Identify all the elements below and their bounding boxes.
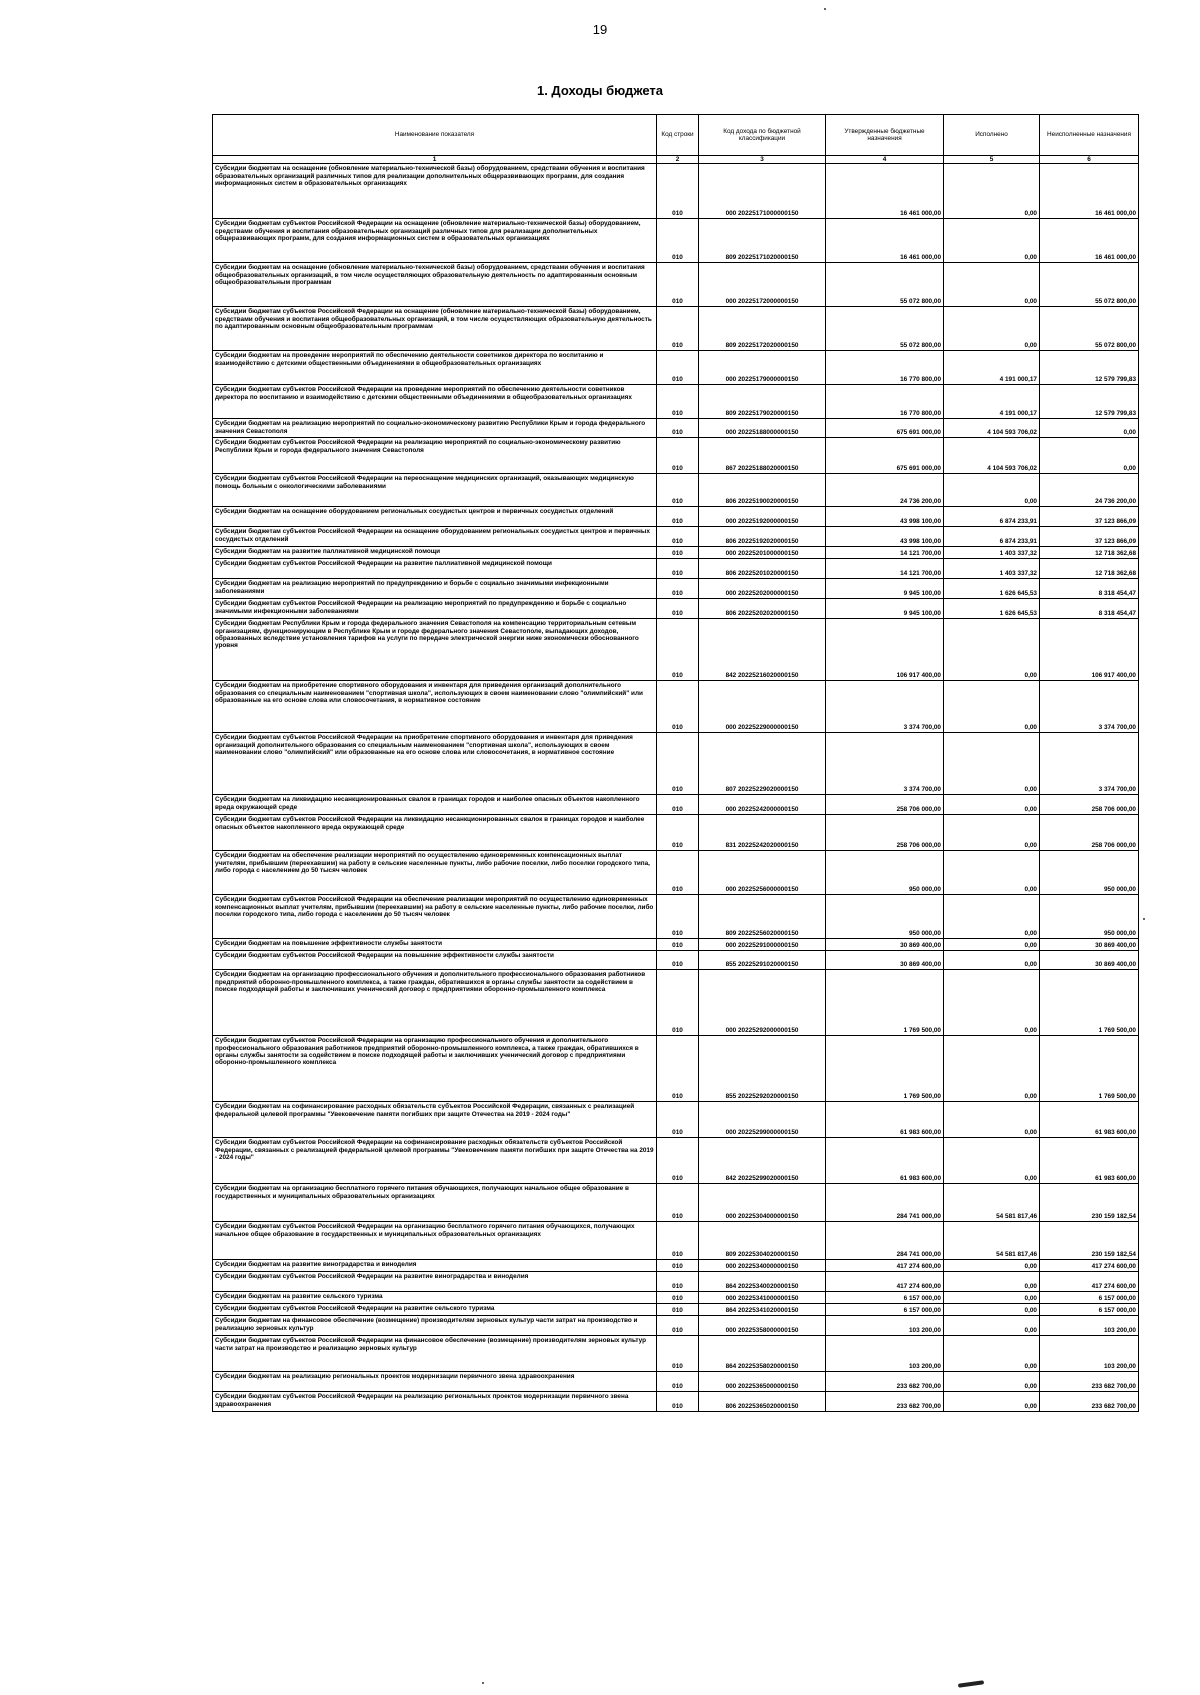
row-unexecuted: 55 072 800,00 <box>1040 307 1139 351</box>
row-income-code: 806 20225190020000150 <box>699 474 826 507</box>
table-row <box>213 1292 1139 1304</box>
table-row <box>213 970 1139 1036</box>
table-row <box>213 1138 1139 1184</box>
row-unexecuted: 6 157 000,00 <box>1040 1304 1139 1316</box>
row-line-code: 010 <box>657 795 699 815</box>
row-approved: 9 945 100,00 <box>826 599 944 619</box>
index-cell: 3 <box>699 156 826 164</box>
row-income-code: 855 20225292020000150 <box>699 1036 826 1102</box>
row-income-code: 864 20225340020000150 <box>699 1272 826 1292</box>
row-unexecuted: 12 718 362,68 <box>1040 547 1139 559</box>
row-executed: 0,00 <box>944 851 1040 895</box>
row-name: Субсидии бюджетам субъектов Российской Федерации на софинансирование расходных обязательств субъектов Российской Федерации, связанных с реализацией федеральной целевой программы "Увековечение памяти погибших при защите Отечества на 2019 - 2024 годы" <box>213 1138 657 1184</box>
row-name: Субсидии бюджетам субъектов Российской Федерации на развитие сельского туризма <box>213 1304 657 1316</box>
table-row <box>213 474 1139 507</box>
header-line-code: Код строки <box>657 115 699 156</box>
row-approved: 9 945 100,00 <box>826 579 944 599</box>
row-income-code: 842 20225216020000150 <box>699 619 826 681</box>
page-number: 19 <box>592 22 608 37</box>
row-name: Субсидии бюджетам на ликвидацию несанкционированных свалок в границах городов и наиболее опасных объектов накопленного вреда окружающей среде <box>213 795 657 815</box>
row-executed: 0,00 <box>944 1304 1040 1316</box>
row-approved: 30 869 400,00 <box>826 951 944 970</box>
row-unexecuted: 1 769 500,00 <box>1040 1036 1139 1102</box>
row-executed: 0,00 <box>944 219 1040 263</box>
row-income-code: 809 20225171020000150 <box>699 219 826 263</box>
row-income-code: 842 20225299020000150 <box>699 1138 826 1184</box>
table-header-row <box>213 115 1139 156</box>
row-executed: 0,00 <box>944 1260 1040 1272</box>
table-row <box>213 1304 1139 1316</box>
row-approved: 1 769 500,00 <box>826 970 944 1036</box>
row-name: Субсидии бюджетам субъектов Российской Федерации на оснащение (обновление материально-технической базы) оборудованием, средствами обучения и воспитания образовательных организаций различных типов для реализации дополнительных общеразвивающих программ, для создания информационных систем в образовательных организациях <box>213 219 657 263</box>
row-approved: 16 461 000,00 <box>826 219 944 263</box>
row-unexecuted: 12 579 799,83 <box>1040 351 1139 385</box>
row-executed: 4 191 000,17 <box>944 351 1040 385</box>
row-income-code: 000 20225172000000150 <box>699 263 826 307</box>
table-row <box>213 351 1139 385</box>
row-line-code: 010 <box>657 815 699 851</box>
table-row <box>213 1336 1139 1372</box>
row-unexecuted: 3 374 700,00 <box>1040 681 1139 733</box>
row-name: Субсидии бюджетам на развитие сельского туризма <box>213 1292 657 1304</box>
table-row <box>213 307 1139 351</box>
row-executed: 0,00 <box>944 1392 1040 1412</box>
row-unexecuted: 8 318 454,47 <box>1040 579 1139 599</box>
table-row <box>213 1272 1139 1292</box>
row-approved: 675 691 000,00 <box>826 438 944 474</box>
row-approved: 233 682 700,00 <box>826 1392 944 1412</box>
scan-dot <box>482 1682 484 1684</box>
row-approved: 6 157 000,00 <box>826 1292 944 1304</box>
row-unexecuted: 37 123 866,09 <box>1040 507 1139 527</box>
row-unexecuted: 8 318 454,47 <box>1040 599 1139 619</box>
scan-dot <box>1143 918 1145 920</box>
row-income-code: 000 20225304000000150 <box>699 1184 826 1222</box>
index-cell: 2 <box>657 156 699 164</box>
row-approved: 103 200,00 <box>826 1316 944 1336</box>
header-income-code: Код дохода по бюджетной классификации <box>699 115 826 156</box>
row-unexecuted: 417 274 600,00 <box>1040 1272 1139 1292</box>
row-executed: 0,00 <box>944 1102 1040 1138</box>
table-row <box>213 951 1139 970</box>
row-income-code: 000 20225291000000150 <box>699 939 826 951</box>
row-approved: 6 157 000,00 <box>826 1304 944 1316</box>
row-name: Субсидии бюджетам на софинансирование расходных обязательств субъектов Российской Федерации, связанных с реализацией федеральной целевой программы "Увековечение памяти погибших при защите Отечества на 2019 - 2024 годы" <box>213 1102 657 1138</box>
row-name: Субсидии бюджетам на оснащение (обновление материально-технической базы) оборудованием, средствами обучения и воспитания общеобразовательных организаций, в том числе осуществляющих образовательную деятельность по адаптированным основным общеобразовательным программам <box>213 263 657 307</box>
scan-dot <box>824 8 826 10</box>
row-approved: 950 000,00 <box>826 851 944 895</box>
table-row <box>213 895 1139 939</box>
row-income-code: 806 20225192020000150 <box>699 527 826 547</box>
row-name: Субсидии бюджетам субъектов Российской Федерации на ликвидацию несанкционированных свалок в границах городов и наиболее опасных объектов накопленного вреда окружающей среде <box>213 815 657 851</box>
table-row <box>213 547 1139 559</box>
row-name: Субсидии бюджетам субъектов Российской Федерации на финансовое обеспечение (возмещение) производителям зерновых культур части затрат на производство и реализацию зерновых культур <box>213 1336 657 1372</box>
row-executed: 0,00 <box>944 1336 1040 1372</box>
row-line-code: 010 <box>657 619 699 681</box>
row-approved: 3 374 700,00 <box>826 681 944 733</box>
table-row <box>213 1102 1139 1138</box>
row-line-code: 010 <box>657 1222 699 1260</box>
row-unexecuted: 16 461 000,00 <box>1040 164 1139 219</box>
row-approved: 3 374 700,00 <box>826 733 944 795</box>
row-approved: 284 741 000,00 <box>826 1222 944 1260</box>
row-executed: 0,00 <box>944 164 1040 219</box>
row-executed: 4 104 593 706,02 <box>944 419 1040 438</box>
row-approved: 16 770 800,00 <box>826 351 944 385</box>
row-approved: 103 200,00 <box>826 1336 944 1372</box>
index-cell: 4 <box>826 156 944 164</box>
row-line-code: 010 <box>657 951 699 970</box>
row-executed: 0,00 <box>944 895 1040 939</box>
row-unexecuted: 417 274 600,00 <box>1040 1260 1139 1272</box>
row-name: Субсидии бюджетам субъектов Российской Федерации на реализацию мероприятий по социально-экономическому развитию Республики Крым и города федерального значения Севастополя <box>213 438 657 474</box>
row-line-code: 010 <box>657 1336 699 1372</box>
row-income-code: 809 20225172020000150 <box>699 307 826 351</box>
row-executed: 4 104 593 706,02 <box>944 438 1040 474</box>
row-name: Субсидии бюджетам субъектов Российской Федерации на обеспечение реализации мероприятий по осуществлению единовременных компенсационных выплат учителям, прибывшим (переехавшим) на работу в сельские населенные пункты, либо рабочие поселки, либо поселки городского типа, либо города с населением до 50 тысяч человек <box>213 895 657 939</box>
row-line-code: 010 <box>657 559 699 579</box>
row-executed: 6 874 233,91 <box>944 527 1040 547</box>
row-name: Субсидии бюджетам на развитие виноградарства и виноделия <box>213 1260 657 1272</box>
revenue-table <box>212 114 1139 1412</box>
row-executed: 0,00 <box>944 1292 1040 1304</box>
row-income-code: 000 20225358000000150 <box>699 1316 826 1336</box>
row-income-code: 000 20225242000000150 <box>699 795 826 815</box>
table-row <box>213 385 1139 419</box>
row-executed: 0,00 <box>944 939 1040 951</box>
row-line-code: 010 <box>657 1316 699 1336</box>
row-income-code: 000 20225201000000150 <box>699 547 826 559</box>
row-income-code: 000 20225229000000150 <box>699 681 826 733</box>
row-unexecuted: 950 000,00 <box>1040 851 1139 895</box>
row-unexecuted: 16 461 000,00 <box>1040 219 1139 263</box>
table-row <box>213 851 1139 895</box>
table-row <box>213 419 1139 438</box>
row-approved: 284 741 000,00 <box>826 1184 944 1222</box>
row-unexecuted: 106 917 400,00 <box>1040 619 1139 681</box>
row-name: Субсидии бюджетам субъектов Российской Федерации на оснащение оборудованием региональных сосудистых центров и первичных сосудистых отделений <box>213 527 657 547</box>
row-line-code: 010 <box>657 1102 699 1138</box>
row-income-code: 000 20225202000000150 <box>699 579 826 599</box>
row-approved: 14 121 700,00 <box>826 559 944 579</box>
index-cell: 5 <box>944 156 1040 164</box>
row-approved: 950 000,00 <box>826 895 944 939</box>
row-income-code: 000 20225192000000150 <box>699 507 826 527</box>
row-income-code: 000 20225179000000150 <box>699 351 826 385</box>
row-executed: 1 403 337,32 <box>944 547 1040 559</box>
row-name: Субсидии бюджетам на развитие паллиативной медицинской помощи <box>213 547 657 559</box>
row-income-code: 855 20225291020000150 <box>699 951 826 970</box>
row-income-code: 809 20225179020000150 <box>699 385 826 419</box>
row-unexecuted: 258 706 000,00 <box>1040 815 1139 851</box>
row-unexecuted: 12 579 799,83 <box>1040 385 1139 419</box>
row-unexecuted: 230 159 182,54 <box>1040 1184 1139 1222</box>
row-approved: 14 121 700,00 <box>826 547 944 559</box>
row-income-code: 809 20225256020000150 <box>699 895 826 939</box>
row-line-code: 010 <box>657 419 699 438</box>
row-line-code: 010 <box>657 1184 699 1222</box>
row-line-code: 010 <box>657 438 699 474</box>
row-name: Субсидии бюджетам Республики Крым и города федерального значения Севастополя на компенсацию территориальным сетевым организациям, функционирующим в Республике Крым и городе федерального значения Севастополе, выпадающих доходов, образованных вследствие установления тарифов на услуги по передаче электрической энергии ниже экономически обоснованного уровня <box>213 619 657 681</box>
row-approved: 16 461 000,00 <box>826 164 944 219</box>
table-row <box>213 219 1139 263</box>
row-executed: 4 191 000,17 <box>944 385 1040 419</box>
row-name: Субсидии бюджетам субъектов Российской Федерации на оснащение (обновление материально-технической базы) оборудованием, средствами обучения и воспитания общеобразовательных организаций, в том числе осуществляющих образовательную деятельность по адаптированным основным общеобразовательным программам <box>213 307 657 351</box>
row-unexecuted: 233 682 700,00 <box>1040 1372 1139 1392</box>
row-name: Субсидии бюджетам субъектов Российской Федерации на реализацию региональных проектов модернизации первичного звена здравоохранения <box>213 1392 657 1412</box>
index-cell: 1 <box>213 156 657 164</box>
row-income-code: 807 20225229020000150 <box>699 733 826 795</box>
row-income-code: 000 20225171000000150 <box>699 164 826 219</box>
table-body <box>213 164 1139 1412</box>
row-approved: 417 274 600,00 <box>826 1272 944 1292</box>
row-income-code: 806 20225365020000150 <box>699 1392 826 1412</box>
row-income-code: 864 20225358020000150 <box>699 1336 826 1372</box>
header-approved: Утвержденные бюджетные назначения <box>826 115 944 156</box>
row-line-code: 010 <box>657 385 699 419</box>
row-income-code: 000 20225292000000150 <box>699 970 826 1036</box>
row-line-code: 010 <box>657 1372 699 1392</box>
row-line-code: 010 <box>657 263 699 307</box>
table-row <box>213 263 1139 307</box>
row-income-code: 000 20225256000000150 <box>699 851 826 895</box>
row-unexecuted: 12 718 362,68 <box>1040 559 1139 579</box>
header-unexecuted: Неисполненные назначения <box>1040 115 1139 156</box>
row-executed: 54 581 817,46 <box>944 1184 1040 1222</box>
row-name: Субсидии бюджетам субъектов Российской Федерации на повышение эффективности службы занятости <box>213 951 657 970</box>
row-executed: 1 626 645,53 <box>944 599 1040 619</box>
row-income-code: 000 20225188000000150 <box>699 419 826 438</box>
row-name: Субсидии бюджетам на приобретение спортивного оборудования и инвентаря для приведения организаций дополнительного образования со специальным наименованием "спортивная школа", использующих в своем наименовании слово "олимпийский" или образованные на его основе слова или словосочетания, в нормативное состояние <box>213 681 657 733</box>
row-line-code: 010 <box>657 579 699 599</box>
row-line-code: 010 <box>657 307 699 351</box>
row-unexecuted: 0,00 <box>1040 438 1139 474</box>
row-approved: 233 682 700,00 <box>826 1372 944 1392</box>
row-name: Субсидии бюджетам субъектов Российской Федерации на переоснащение медицинских организаций, оказывающих медицинскую помощь больным с онкологическими заболеваниями <box>213 474 657 507</box>
row-name: Субсидии бюджетам субъектов Российской Федерации на проведение мероприятий по обеспечению деятельности советников директора по воспитанию и взаимодействию с детскими общественными объединениями в общеобразовательных организациях <box>213 385 657 419</box>
row-income-code: 000 20225340000000150 <box>699 1260 826 1272</box>
row-name: Субсидии бюджетам на реализацию мероприятий по предупреждению и борьбе с социально значимыми инфекционными заболеваниями <box>213 579 657 599</box>
row-income-code: 806 20225202020000150 <box>699 599 826 619</box>
row-approved: 258 706 000,00 <box>826 795 944 815</box>
row-name: Субсидии бюджетам на оснащение оборудованием региональных сосудистых центров и первичных сосудистых отделений <box>213 507 657 527</box>
table-row <box>213 1316 1139 1336</box>
row-approved: 43 998 100,00 <box>826 507 944 527</box>
row-executed: 0,00 <box>944 307 1040 351</box>
row-name: Субсидии бюджетам субъектов Российской Федерации на развитие виноградарства и виноделия <box>213 1272 657 1292</box>
row-approved: 61 983 600,00 <box>826 1138 944 1184</box>
row-name: Субсидии бюджетам субъектов Российской Федерации на приобретение спортивного оборудования и инвентаря для приведения организаций дополнительного образования со специальным наименованием "спортивная школа", использующих в своем наименовании слово "олимпийский" или образованные на его основе слова или словосочетания, в нормативное состояние <box>213 733 657 795</box>
row-approved: 43 998 100,00 <box>826 527 944 547</box>
row-name: Субсидии бюджетам на обеспечение реализации мероприятий по осуществлению единовременных компенсационных выплат учителям, прибывшим (переехавшим) на работу в сельские населенные пункты, либо рабочие поселки, либо поселки городского типа, либо города с населением до 50 тысяч человек <box>213 851 657 895</box>
table-row <box>213 681 1139 733</box>
row-line-code: 010 <box>657 164 699 219</box>
header-name: Наименование показателя <box>213 115 657 156</box>
row-executed: 0,00 <box>944 1138 1040 1184</box>
row-income-code: 831 20225242020000150 <box>699 815 826 851</box>
row-executed: 0,00 <box>944 681 1040 733</box>
row-line-code: 010 <box>657 1036 699 1102</box>
page-title: 1. Доходы бюджета <box>536 83 664 98</box>
row-name: Субсидии бюджетам на проведение мероприятий по обеспечению деятельности советников директора по воспитанию и взаимодействию с детскими общественными объединениями в общеобразовательных организациях <box>213 351 657 385</box>
row-approved: 258 706 000,00 <box>826 815 944 851</box>
row-unexecuted: 30 869 400,00 <box>1040 939 1139 951</box>
table-row <box>213 1222 1139 1260</box>
table-row <box>213 1372 1139 1392</box>
table-row <box>213 507 1139 527</box>
row-name: Субсидии бюджетам субъектов Российской Федерации на развитие паллиативной медицинской помощи <box>213 559 657 579</box>
table-row <box>213 438 1139 474</box>
row-approved: 1 769 500,00 <box>826 1036 944 1102</box>
row-unexecuted: 1 769 500,00 <box>1040 970 1139 1036</box>
row-line-code: 010 <box>657 970 699 1036</box>
row-unexecuted: 950 000,00 <box>1040 895 1139 939</box>
row-executed: 0,00 <box>944 1372 1040 1392</box>
row-line-code: 010 <box>657 895 699 939</box>
row-income-code: 000 20225299000000150 <box>699 1102 826 1138</box>
row-income-code: 000 20225365000000150 <box>699 1372 826 1392</box>
table-row <box>213 939 1139 951</box>
row-line-code: 010 <box>657 527 699 547</box>
row-approved: 30 869 400,00 <box>826 939 944 951</box>
row-unexecuted: 37 123 866,09 <box>1040 527 1139 547</box>
row-name: Субсидии бюджетам на повышение эффективности службы занятости <box>213 939 657 951</box>
row-executed: 0,00 <box>944 795 1040 815</box>
row-approved: 61 983 600,00 <box>826 1102 944 1138</box>
row-executed: 1 403 337,32 <box>944 559 1040 579</box>
row-approved: 106 917 400,00 <box>826 619 944 681</box>
row-name: Субсидии бюджетам на организацию профессионального обучения и дополнительного профессионального образования работников предприятий оборонно-промышленного комплекса, а также граждан, обратившихся в органы службы занятости за содействием в поиске подходящей работы и заключивших ученический договор с предприятиями оборонно-промышленного комплекса <box>213 970 657 1036</box>
row-executed: 0,00 <box>944 1036 1040 1102</box>
row-name: Субсидии бюджетам на оснащение (обновление материально-технической базы) оборудованием, средствами обучения и воспитания образовательных организаций различных типов для реализации дополнительных общеразвивающих программ, для создания информационных систем в образовательных организациях <box>213 164 657 219</box>
row-unexecuted: 103 200,00 <box>1040 1316 1139 1336</box>
row-line-code: 010 <box>657 1272 699 1292</box>
table-index-row <box>213 156 1139 164</box>
row-unexecuted: 3 374 700,00 <box>1040 733 1139 795</box>
row-line-code: 010 <box>657 1304 699 1316</box>
row-executed: 1 626 645,53 <box>944 579 1040 599</box>
row-line-code: 010 <box>657 681 699 733</box>
index-cell: 6 <box>1040 156 1139 164</box>
table-row <box>213 1392 1139 1412</box>
row-unexecuted: 230 159 182,54 <box>1040 1222 1139 1260</box>
row-line-code: 010 <box>657 507 699 527</box>
table-row <box>213 619 1139 681</box>
row-approved: 55 072 800,00 <box>826 263 944 307</box>
row-approved: 16 770 800,00 <box>826 385 944 419</box>
table-row <box>213 1184 1139 1222</box>
row-line-code: 010 <box>657 219 699 263</box>
row-line-code: 010 <box>657 851 699 895</box>
row-unexecuted: 258 706 000,00 <box>1040 795 1139 815</box>
table-row <box>213 579 1139 599</box>
row-income-code: 806 20225201020000150 <box>699 559 826 579</box>
row-income-code: 809 20225304020000150 <box>699 1222 826 1260</box>
row-line-code: 010 <box>657 1292 699 1304</box>
row-unexecuted: 61 983 600,00 <box>1040 1102 1139 1138</box>
row-unexecuted: 30 869 400,00 <box>1040 951 1139 970</box>
table-row <box>213 815 1139 851</box>
row-line-code: 010 <box>657 1392 699 1412</box>
row-name: Субсидии бюджетам на организацию бесплатного горячего питания обучающихся, получающих начальное общее образование в государственных и муниципальных образовательных организациях <box>213 1184 657 1222</box>
row-unexecuted: 24 736 200,00 <box>1040 474 1139 507</box>
row-income-code: 864 20225341020000150 <box>699 1304 826 1316</box>
row-executed: 0,00 <box>944 1316 1040 1336</box>
row-line-code: 010 <box>657 1138 699 1184</box>
scan-mark <box>958 1680 984 1688</box>
row-name: Субсидии бюджетам субъектов Российской Федерации на организацию бесплатного горячего питания обучающихся, получающих начальное общее образование в государственных и муниципальных образовательных организациях <box>213 1222 657 1260</box>
row-name: Субсидии бюджетам на финансовое обеспечение (возмещение) производителям зерновых культур части затрат на производство и реализацию зерновых культур <box>213 1316 657 1336</box>
row-name: Субсидии бюджетам на реализацию региональных проектов модернизации первичного звена здравоохранения <box>213 1372 657 1392</box>
table-row <box>213 1260 1139 1272</box>
row-unexecuted: 103 200,00 <box>1040 1336 1139 1372</box>
table-row <box>213 599 1139 619</box>
row-income-code: 000 20225341000000150 <box>699 1292 826 1304</box>
row-unexecuted: 55 072 800,00 <box>1040 263 1139 307</box>
row-line-code: 010 <box>657 599 699 619</box>
table-row <box>213 795 1139 815</box>
table-row <box>213 733 1139 795</box>
row-line-code: 010 <box>657 474 699 507</box>
table-row <box>213 1036 1139 1102</box>
row-executed: 0,00 <box>944 970 1040 1036</box>
row-line-code: 010 <box>657 733 699 795</box>
row-approved: 55 072 800,00 <box>826 307 944 351</box>
row-name: Субсидии бюджетам на реализацию мероприятий по социально-экономическому развитию Республики Крым и города федерального значения Севастополя <box>213 419 657 438</box>
row-approved: 675 691 000,00 <box>826 419 944 438</box>
header-executed: Исполнено <box>944 115 1040 156</box>
row-executed: 0,00 <box>944 951 1040 970</box>
row-unexecuted: 61 983 600,00 <box>1040 1138 1139 1184</box>
row-executed: 6 874 233,91 <box>944 507 1040 527</box>
row-executed: 0,00 <box>944 733 1040 795</box>
row-unexecuted: 233 682 700,00 <box>1040 1392 1139 1412</box>
row-line-code: 010 <box>657 351 699 385</box>
table-row <box>213 559 1139 579</box>
table-row <box>213 527 1139 547</box>
row-executed: 0,00 <box>944 815 1040 851</box>
row-line-code: 010 <box>657 1260 699 1272</box>
row-executed: 54 581 817,46 <box>944 1222 1040 1260</box>
row-executed: 0,00 <box>944 1272 1040 1292</box>
row-executed: 0,00 <box>944 263 1040 307</box>
row-unexecuted: 0,00 <box>1040 419 1139 438</box>
row-name: Субсидии бюджетам субъектов Российской Федерации на реализацию мероприятий по предупреждению и борьбе с социально значимыми инфекционными заболеваниями <box>213 599 657 619</box>
row-approved: 24 736 200,00 <box>826 474 944 507</box>
row-line-code: 010 <box>657 939 699 951</box>
row-approved: 417 274 600,00 <box>826 1260 944 1272</box>
row-line-code: 010 <box>657 547 699 559</box>
row-unexecuted: 6 157 000,00 <box>1040 1292 1139 1304</box>
table-row <box>213 164 1139 219</box>
row-income-code: 867 20225188020000150 <box>699 438 826 474</box>
row-executed: 0,00 <box>944 474 1040 507</box>
row-name: Субсидии бюджетам субъектов Российской Федерации на организацию профессионального обучения и дополнительного профессионального образования работников предприятий оборонно-промышленного комплекса, а также граждан, обратившихся в органы службы занятости за содействием в поиске подходящей работы и заключивших ученический договор с предприятиями оборонно-промышленного комплекса <box>213 1036 657 1102</box>
row-executed: 0,00 <box>944 619 1040 681</box>
